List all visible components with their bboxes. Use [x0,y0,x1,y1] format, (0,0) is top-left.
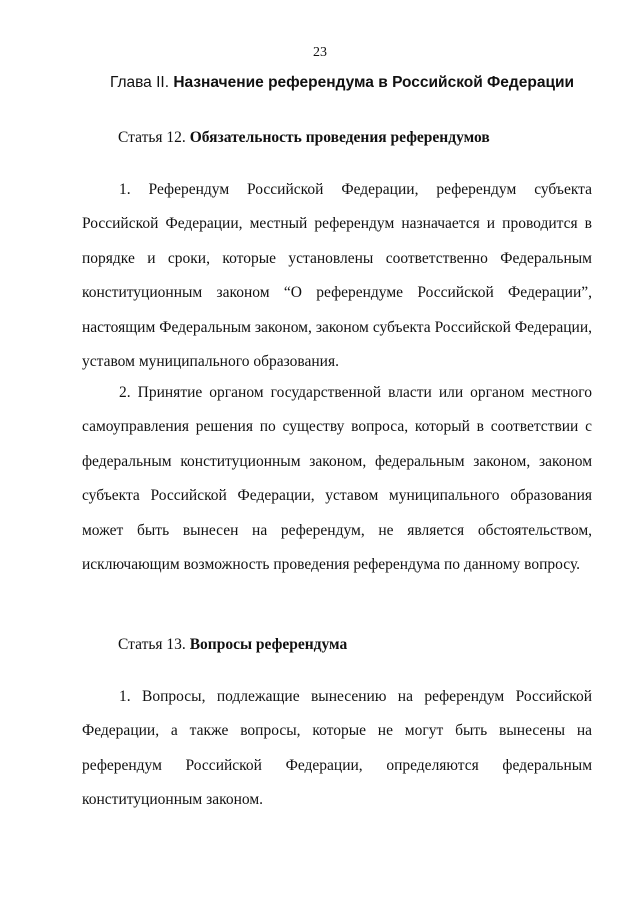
article-13-prefix: Статья 13. [118,636,186,653]
page-number: 23 [313,45,327,60]
article-13-title: Вопросы референдума [189,636,348,653]
article-13-heading [118,636,347,654]
article-12-paragraph-2: 2. Принятие органом государственной власти или органом местного самоуправления решения по существу вопроса, который в соответствии с федеральным конституционным законом, федеральным законом, законом субъекта Российской Федерации, уставом муниципального образования может быть вынесен на референдум, не является обстоятельством, исключающим возможность проведения референдума по данному вопросу. [82,384,592,574]
chapter-title: Назначение референдума в Российской Федерации [173,74,575,91]
article-12-prefix: Статья 12. [118,129,186,146]
chapter-heading [82,74,602,92]
article-12-paragraph-1: 1. Референдум Российской Федерации, референдум субъекта Российской Федерации, местный референдум назначается и проводится в порядке и сроки, которые установлены соответственно Федеральным конституционным законом “О референдуме Российской Федерации”, настоящим Федеральным законом, законом субъекта Российской Федерации, уставом муниципального образования. [82,181,592,371]
article-12-heading [118,129,490,147]
chapter-prefix: Глава II. [109,74,170,91]
article-13-paragraph-1: 1. Вопросы, подлежащие вынесению на референдум Российской Федерации, а также вопросы, которые не могут быть вынесены на референдум Российской Федерации, определяются федеральным конституционным законом. [82,688,592,809]
article-12-title: Обязательность проведения референдумов [189,129,490,146]
